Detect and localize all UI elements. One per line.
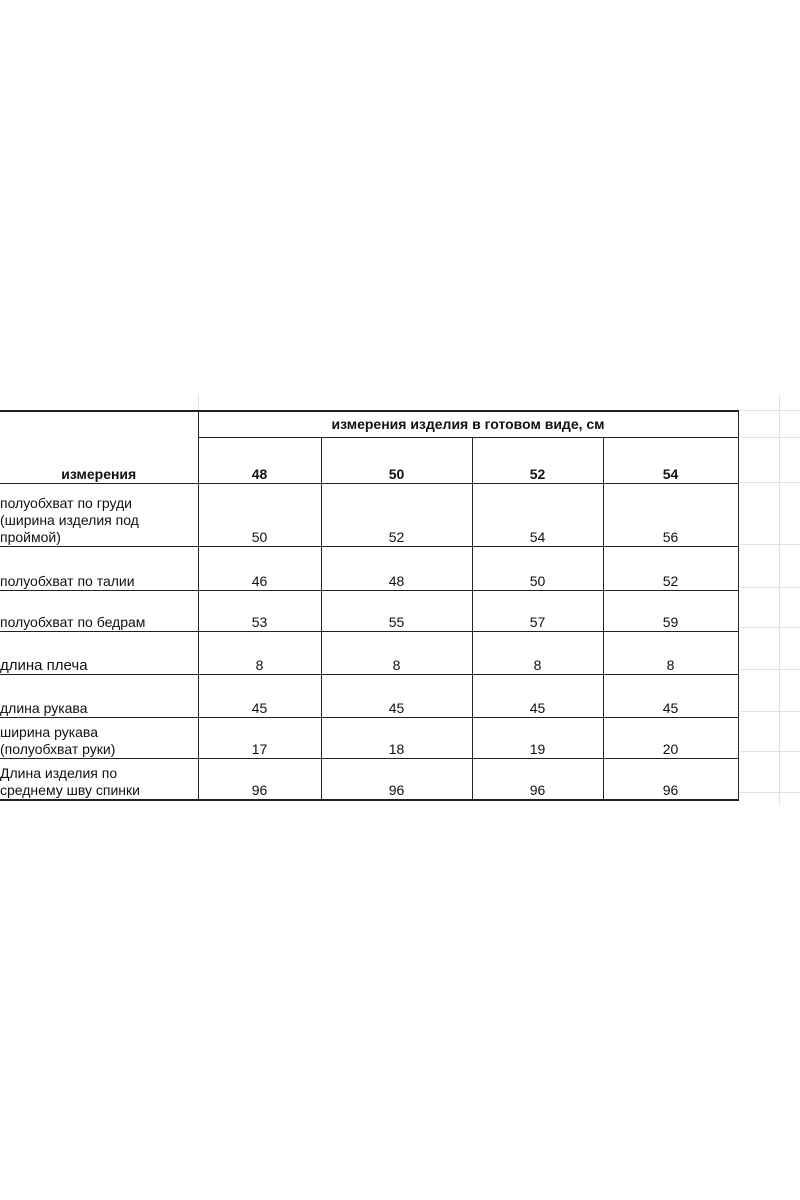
value-cell: 50 xyxy=(198,484,321,547)
size-table xyxy=(0,410,739,801)
table-row xyxy=(0,632,738,675)
row-label-line: среднему шву спинки xyxy=(0,782,140,798)
row-label: длина рукава xyxy=(0,675,198,718)
size-header-row xyxy=(0,438,738,484)
size-header-cell: 52 xyxy=(472,438,603,484)
size-header-cell: 50 xyxy=(321,438,472,484)
value-cell: 19 xyxy=(472,718,603,759)
value-cell: 96 xyxy=(472,759,603,801)
row-label-line: (полуобхват руки) xyxy=(0,741,116,757)
size-table-wrapper xyxy=(0,410,739,801)
value-cell: 8 xyxy=(198,632,321,675)
row-label: полуобхват по бедрам xyxy=(0,591,198,632)
gridline xyxy=(740,669,800,670)
row-label-line: ширина рукава xyxy=(0,724,98,740)
value-cell: 17 xyxy=(198,718,321,759)
value-cell: 48 xyxy=(321,547,472,591)
table-corner-cell xyxy=(0,411,198,438)
size-header-cell: 48 xyxy=(198,438,321,484)
row-label-line: Длина изделия по xyxy=(0,765,118,781)
value-cell: 45 xyxy=(472,675,603,718)
value-cell: 53 xyxy=(198,591,321,632)
value-cell: 50 xyxy=(472,547,603,591)
value-cell: 8 xyxy=(321,632,472,675)
table-row xyxy=(0,591,738,632)
value-cell: 20 xyxy=(603,718,738,759)
size-header-cell: 54 xyxy=(603,438,738,484)
table-row xyxy=(0,675,738,718)
gridline xyxy=(740,751,800,752)
value-cell: 52 xyxy=(603,547,738,591)
value-cell: 45 xyxy=(198,675,321,718)
gridline xyxy=(740,410,800,411)
table-row xyxy=(0,759,738,801)
row-label-line: (ширина изделия под xyxy=(0,512,139,528)
measurement-column-header: измерения xyxy=(61,466,137,482)
gridline xyxy=(740,627,800,628)
gridline xyxy=(740,437,800,438)
gridline xyxy=(779,395,780,805)
value-cell: 45 xyxy=(321,675,472,718)
row-label-line: проймой) xyxy=(0,529,61,545)
gridline xyxy=(740,587,800,588)
row-label-line: полуобхват по груди xyxy=(0,495,132,511)
row-label: длина плеча xyxy=(0,632,198,675)
value-cell: 8 xyxy=(603,632,738,675)
value-cell: 46 xyxy=(198,547,321,591)
value-cell: 55 xyxy=(321,591,472,632)
table-row xyxy=(0,718,738,759)
group-header: измерения изделия в готовом виде, см xyxy=(198,411,738,438)
row-label xyxy=(0,718,198,759)
gridline xyxy=(740,482,800,483)
gridline xyxy=(740,544,800,545)
value-cell: 54 xyxy=(472,484,603,547)
value-cell: 8 xyxy=(472,632,603,675)
group-header-row xyxy=(0,411,738,438)
value-cell: 57 xyxy=(472,591,603,632)
value-cell: 96 xyxy=(321,759,472,801)
gridline xyxy=(198,395,199,410)
row-label: полуобхват по талии xyxy=(0,547,198,591)
row-label xyxy=(0,484,198,547)
table-row xyxy=(0,484,738,547)
value-cell: 96 xyxy=(603,759,738,801)
gridline xyxy=(740,711,800,712)
table-row xyxy=(0,547,738,591)
value-cell: 59 xyxy=(603,591,738,632)
row-label xyxy=(0,759,198,801)
value-cell: 56 xyxy=(603,484,738,547)
gridline xyxy=(740,792,800,793)
value-cell: 18 xyxy=(321,718,472,759)
value-cell: 45 xyxy=(603,675,738,718)
value-cell: 52 xyxy=(321,484,472,547)
value-cell: 96 xyxy=(198,759,321,801)
